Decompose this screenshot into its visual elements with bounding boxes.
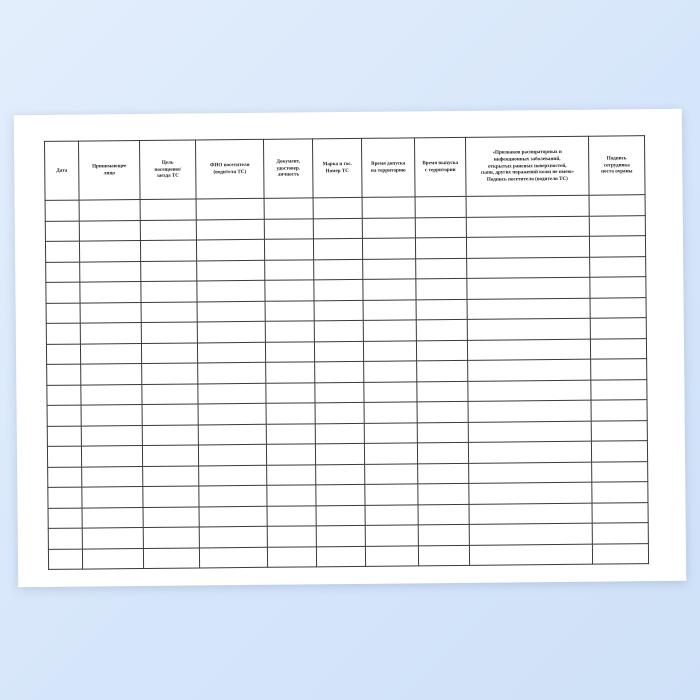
table-cell[interactable] [467, 318, 590, 340]
table-cell[interactable] [418, 463, 469, 484]
table-cell[interactable] [415, 196, 466, 217]
table-cell[interactable] [264, 239, 313, 260]
table-cell[interactable] [143, 527, 199, 548]
table-cell[interactable] [364, 361, 417, 382]
column-header-vehicle: Марка и гос. Номер ТС [312, 138, 362, 197]
table-cell[interactable] [417, 381, 468, 402]
table-cell[interactable] [140, 240, 196, 261]
column-header-health-declaration: «Признаков распираторных и инфекционных заболеваний, открытых раневых поверхностей, сыпи, других поражений кожи не имею» Подпись посетителя (водителя ТС) [465, 136, 589, 196]
column-header-guard-signature: Подпись сотрудника поста охраны [588, 136, 645, 196]
table-cell[interactable] [316, 505, 365, 526]
table-cell[interactable] [80, 302, 141, 323]
table-cell[interactable] [469, 544, 592, 566]
table-cell[interactable] [315, 443, 364, 464]
table-cell[interactable] [264, 198, 313, 219]
table-cell[interactable] [418, 524, 469, 545]
table-cell[interactable] [265, 321, 314, 342]
column-header-document: Документ, удостовер. личность [263, 139, 313, 198]
table-cell[interactable] [46, 323, 80, 344]
table-cell[interactable] [418, 504, 469, 525]
table-cell[interactable] [365, 463, 418, 484]
table-cell[interactable] [48, 508, 82, 529]
table-cell[interactable] [468, 400, 591, 422]
column-header-purpose: Цель посещения/ заезда ТС [139, 140, 196, 200]
table-cell[interactable] [143, 465, 199, 486]
table-cell[interactable] [82, 466, 143, 487]
table-cell[interactable] [592, 502, 648, 523]
table-cell[interactable] [199, 485, 267, 506]
table-cell[interactable] [141, 260, 197, 281]
table-cell[interactable] [363, 320, 416, 341]
table-row [48, 543, 648, 569]
table-cell[interactable] [140, 199, 196, 220]
column-header-time-in: Время допуска на территорию [361, 138, 415, 198]
table-cell[interactable] [140, 219, 196, 240]
table-cell[interactable] [364, 381, 417, 402]
table-cell[interactable] [590, 297, 646, 318]
table-cell[interactable] [468, 380, 591, 402]
table-cell[interactable] [466, 195, 589, 217]
table-cell[interactable] [469, 523, 592, 545]
table-cell[interactable] [313, 197, 362, 218]
table-cell[interactable] [468, 421, 591, 443]
table-cell[interactable] [141, 322, 197, 343]
table-cell[interactable] [142, 424, 198, 445]
visitor-log-table [44, 135, 649, 570]
table-cell[interactable] [362, 238, 415, 259]
table-cell[interactable] [591, 441, 647, 462]
table-cell[interactable] [47, 426, 81, 447]
table-cell[interactable] [467, 257, 590, 279]
table-cell[interactable] [198, 362, 266, 383]
table-cell[interactable] [265, 300, 314, 321]
table-cell[interactable] [590, 338, 646, 359]
table-cell[interactable] [265, 280, 314, 301]
table-cell[interactable] [141, 342, 197, 363]
table-cell[interactable] [141, 301, 197, 322]
table-cell[interactable] [315, 423, 364, 444]
column-header-time-out: Время выпуска с территории [414, 137, 466, 196]
table-cell[interactable] [467, 298, 590, 320]
table-cell[interactable] [365, 504, 418, 525]
table-cell[interactable] [267, 464, 316, 485]
table-cell[interactable] [364, 422, 417, 443]
table-cell[interactable] [80, 282, 141, 303]
table-cell[interactable] [47, 364, 81, 385]
table-cell[interactable] [316, 464, 365, 485]
table-cell[interactable] [48, 487, 82, 508]
table-cell[interactable] [467, 339, 590, 361]
table-cell[interactable] [267, 485, 316, 506]
table-cell[interactable] [589, 215, 645, 236]
table-cell[interactable] [313, 218, 362, 239]
table-cell[interactable] [81, 404, 142, 425]
table-cell[interactable] [418, 483, 469, 504]
column-header-visitor-name: ФИО посетителя (водителя ТС) [195, 139, 264, 199]
table-cell[interactable] [362, 217, 415, 238]
table-cell[interactable] [197, 260, 265, 281]
table-cell[interactable] [469, 462, 592, 484]
table-cell[interactable] [591, 400, 647, 421]
table-cell[interactable] [266, 403, 315, 424]
table-cell[interactable] [142, 445, 198, 466]
table-cell[interactable] [363, 258, 416, 279]
table-cell[interactable] [313, 238, 362, 259]
table-cell[interactable] [45, 241, 79, 262]
table-cell[interactable] [48, 467, 82, 488]
table-cell[interactable] [468, 441, 591, 463]
table-cell[interactable] [363, 340, 416, 361]
table-header [45, 136, 646, 201]
table-cell[interactable] [365, 484, 418, 505]
table-cell[interactable] [468, 359, 591, 381]
table-cell[interactable] [314, 320, 363, 341]
table-cell[interactable] [142, 383, 198, 404]
table-cell[interactable] [314, 300, 363, 321]
table-cell[interactable] [469, 503, 592, 525]
table-cell[interactable] [46, 344, 80, 365]
table-cell[interactable] [364, 443, 417, 464]
table-cell[interactable] [143, 486, 199, 507]
table-cell[interactable] [466, 216, 589, 238]
table-cell[interactable] [592, 523, 648, 544]
table-cell[interactable] [267, 526, 316, 547]
table-cell[interactable] [315, 402, 364, 423]
table-cell[interactable] [48, 528, 82, 549]
table-cell[interactable] [365, 525, 418, 546]
column-header-host: Принимающее лицо [79, 141, 141, 201]
table-cell[interactable] [45, 221, 79, 242]
table-cell[interactable] [469, 482, 592, 504]
table-cell[interactable] [47, 405, 81, 426]
table-cell[interactable] [591, 359, 647, 380]
table-cell[interactable] [197, 342, 265, 363]
table-cell[interactable] [416, 258, 467, 279]
table-cell[interactable] [199, 465, 267, 486]
table-cell[interactable] [143, 506, 199, 527]
table-cell[interactable] [142, 404, 198, 425]
table-cell[interactable] [417, 422, 468, 443]
table-cell[interactable] [415, 217, 466, 238]
table-cell[interactable] [266, 423, 315, 444]
table-cell[interactable] [142, 363, 198, 384]
table-cell[interactable] [315, 382, 364, 403]
table-cell[interactable] [81, 445, 142, 466]
table-cell[interactable] [46, 282, 80, 303]
sheet-content-area [44, 135, 648, 559]
table-cell[interactable] [199, 547, 267, 568]
table-cell[interactable] [362, 197, 415, 218]
table-cell[interactable] [316, 525, 365, 546]
table-cell[interactable] [198, 444, 266, 465]
table-cell[interactable] [46, 262, 80, 283]
table-cell[interactable] [46, 303, 80, 324]
table-cell[interactable] [365, 545, 418, 566]
table-cell[interactable] [143, 547, 199, 568]
table-cell[interactable] [45, 200, 79, 221]
table-cell[interactable] [316, 484, 365, 505]
column-header-date: Дата [45, 141, 80, 200]
table-cell[interactable] [590, 277, 646, 298]
table-cell[interactable] [79, 200, 140, 221]
table-cell[interactable] [81, 364, 142, 385]
table-cell[interactable] [589, 236, 645, 257]
table-cell[interactable] [264, 218, 313, 239]
table-cell[interactable] [591, 420, 647, 441]
table-cell[interactable] [82, 548, 143, 569]
table-cell[interactable] [590, 318, 646, 339]
table-cell[interactable] [591, 379, 647, 400]
table-body [45, 195, 649, 570]
table-cell[interactable] [198, 424, 266, 445]
table-cell[interactable] [265, 341, 314, 362]
table-cell[interactable] [80, 261, 141, 282]
table-cell[interactable] [81, 384, 142, 405]
table-header-row [45, 136, 646, 201]
table-cell[interactable] [364, 402, 417, 423]
table-cell[interactable] [197, 301, 265, 322]
table-cell[interactable] [265, 259, 314, 280]
table-cell[interactable] [466, 236, 589, 258]
table-cell[interactable] [314, 259, 363, 280]
table-cell[interactable] [82, 486, 143, 507]
table-cell[interactable] [266, 382, 315, 403]
table-cell[interactable] [415, 237, 466, 258]
table-cell[interactable] [416, 340, 467, 361]
table-cell[interactable] [80, 343, 141, 364]
table-cell[interactable] [267, 505, 316, 526]
table-cell[interactable] [79, 241, 140, 262]
table-cell[interactable] [196, 198, 264, 219]
table-cell[interactable] [196, 219, 264, 240]
table-cell[interactable] [589, 195, 645, 216]
table-cell[interactable] [417, 360, 468, 381]
table-cell[interactable] [363, 299, 416, 320]
table-cell[interactable] [81, 425, 142, 446]
table-cell[interactable] [592, 482, 648, 503]
table-cell[interactable] [363, 279, 416, 300]
table-cell[interactable] [416, 278, 467, 299]
table-cell[interactable] [141, 281, 197, 302]
table-cell[interactable] [198, 383, 266, 404]
table-cell[interactable] [314, 279, 363, 300]
table-cell[interactable] [267, 546, 316, 567]
table-cell[interactable] [82, 527, 143, 548]
table-cell[interactable] [316, 546, 365, 567]
table-cell[interactable] [80, 323, 141, 344]
table-cell[interactable] [82, 507, 143, 528]
paper-sheet [14, 109, 687, 587]
table-cell[interactable] [199, 506, 267, 527]
table-cell[interactable] [198, 403, 266, 424]
table-cell[interactable] [314, 341, 363, 362]
table-cell[interactable] [196, 239, 264, 260]
table-cell[interactable] [416, 319, 467, 340]
table-cell[interactable] [467, 277, 590, 299]
table-cell[interactable] [197, 321, 265, 342]
table-cell[interactable] [197, 280, 265, 301]
table-cell[interactable] [79, 220, 140, 241]
table-cell[interactable] [590, 256, 646, 277]
table-cell[interactable] [592, 543, 648, 564]
table-cell[interactable] [416, 299, 467, 320]
table-cell[interactable] [47, 385, 81, 406]
table-cell[interactable] [418, 545, 469, 566]
table-cell[interactable] [266, 444, 315, 465]
table-cell[interactable] [417, 401, 468, 422]
table-cell[interactable] [315, 361, 364, 382]
table-cell[interactable] [592, 461, 648, 482]
table-cell[interactable] [417, 442, 468, 463]
table-cell[interactable] [48, 549, 82, 570]
table-cell[interactable] [47, 446, 81, 467]
table-cell[interactable] [266, 362, 315, 383]
table-cell[interactable] [199, 526, 267, 547]
